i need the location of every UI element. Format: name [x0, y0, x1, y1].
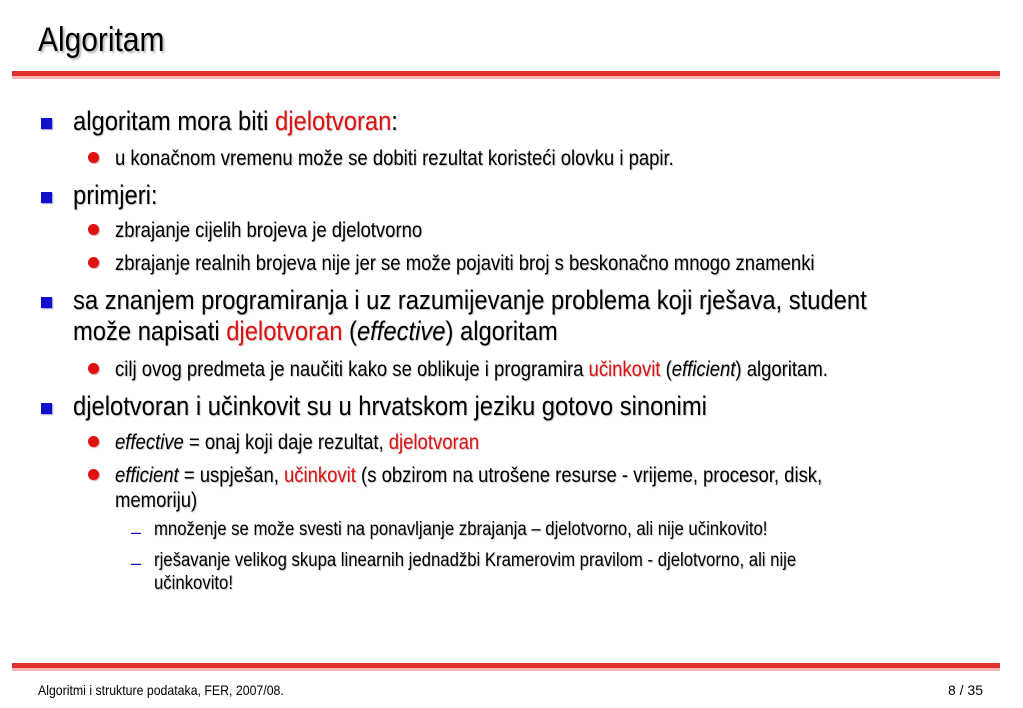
bullet-1: algoritam mora biti djelotvoran: — [73, 106, 398, 136]
bullet-3-1: cilj ovog predmeta je naučiti kako se oblikuje i programira učinkovit (efficient) algoritam. — [115, 358, 828, 381]
title-divider-shadow — [12, 76, 1000, 79]
footer-course-info: Algoritmi i strukture podataka, FER, 2007/08. — [38, 682, 284, 698]
slide-title: Algoritam — [38, 21, 165, 59]
bullet-2-1: zbrajanje cijelih brojeva je djelotvorno — [115, 219, 423, 242]
bullet-4-2-2-line-1: rješavanje velikog skupa linearnih jednadžbi Kramerovim pravilom - djelotvorno, ali nije — [154, 550, 797, 571]
square-bullet-icon — [41, 297, 52, 308]
bullet-4: djelotvoran i učinkovit su u hrvatskom jeziku gotovo sinonimi — [73, 391, 707, 421]
bullet-3-line-2: može napisati djelotvoran (effective) algoritam — [73, 316, 558, 346]
bullet-4-2-line-1: efficient = uspješan, učinkovit (s obzirom na utrošene resurse - vrijeme, procesor, disk, — [115, 464, 823, 487]
page-number: 8 / 35 — [947, 682, 983, 698]
bullet-4-2-2-line-2: učinkovito! — [154, 573, 234, 594]
footer-divider-shadow — [12, 668, 1000, 671]
square-bullet-icon — [41, 403, 52, 414]
round-bullet-icon — [88, 363, 99, 374]
round-bullet-icon — [88, 469, 99, 480]
bullet-2-2: zbrajanje realnih brojeva nije jer se može pojaviti broj s beskonačno mnogo znamenki — [115, 252, 815, 275]
round-bullet-icon — [88, 152, 99, 163]
dash-bullet-icon: – — [131, 553, 142, 573]
square-bullet-icon — [41, 118, 52, 129]
round-bullet-icon — [88, 257, 99, 268]
round-bullet-icon — [88, 224, 99, 235]
bullet-2: primjeri: — [73, 180, 158, 210]
bullet-3-line-1: sa znanjem programiranja i uz razumijevanje problema koji rješava, student — [73, 285, 867, 315]
bullet-4-2-1: množenje se može svesti na ponavljanje zbrajanja – djelotvorno, ali nije učinkovito! — [154, 519, 768, 540]
round-bullet-icon — [88, 436, 99, 447]
bullet-1-1: u konačnom vremenu može se dobiti rezultat koristeći olovku i papir. — [115, 147, 674, 170]
square-bullet-icon — [41, 192, 52, 203]
bullet-4-2-line-2: memoriju) — [115, 489, 198, 512]
dash-bullet-icon: – — [131, 522, 142, 542]
bullet-4-1: effective = onaj koji daje rezultat, djelotvoran — [115, 431, 480, 454]
